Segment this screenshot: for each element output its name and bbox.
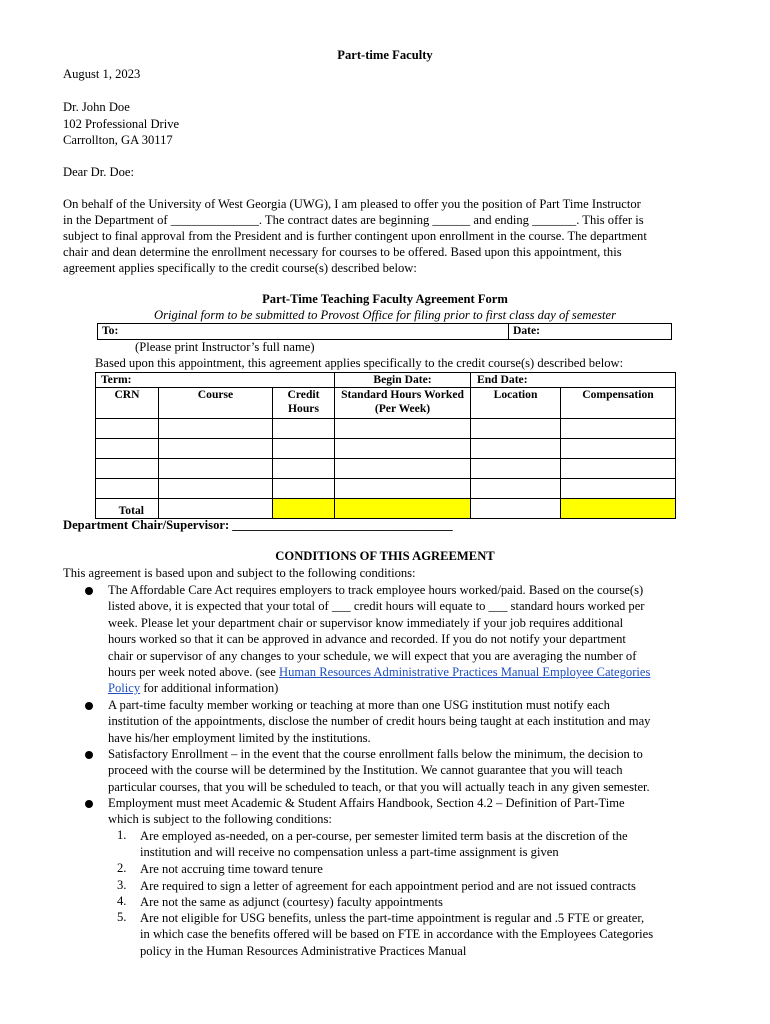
- condition-line: hours worked so that it can be approved in advance and recorded. If you do not notify your department: [108, 632, 626, 647]
- total-standard-hours-cell[interactable]: [335, 499, 471, 519]
- to-label: To:: [102, 324, 119, 337]
- address-line: Carrollton, GA 30117: [63, 133, 173, 147]
- condition-line: which is subject to the following conditions:: [108, 812, 332, 827]
- list-number: 1.: [117, 828, 127, 842]
- to-date-table: [97, 323, 672, 340]
- hours-cell[interactable]: [335, 459, 471, 479]
- list-item-line: policy in the Human Resources Administrative Practices Manual: [140, 943, 467, 958]
- list-item-line: in which case the benefits offered will be based on FTE in accordance with the Employees Categories: [140, 927, 654, 942]
- condition-line: chair or supervisor of any changes to your schedule, we will expect that you are averaging the number of: [108, 648, 637, 663]
- condition-text: hours per week noted above. (see: [108, 665, 279, 680]
- intro-line: chair and dean determine the enrollment necessary for courses to be offered. Based upon this appointment, this: [63, 245, 622, 259]
- applies-line: Based upon this appointment, this agreement applies specifically to the credit course(s) described below:: [95, 356, 624, 370]
- address-line: 102 Professional Drive: [63, 116, 180, 131]
- hr-policy-link[interactable]: Human Resources Administrative Practices Manual Employee Categories: [279, 665, 651, 680]
- hours-cell[interactable]: [335, 419, 471, 439]
- credit-cell[interactable]: [273, 479, 335, 499]
- location-cell[interactable]: [471, 479, 561, 499]
- total-credit-hours-cell[interactable]: [273, 499, 335, 519]
- form-title: Part-Time Teaching Faculty Agreement Form: [262, 292, 508, 306]
- term-label: Term:: [101, 373, 132, 386]
- condition-line: [108, 680, 708, 696]
- hours-cell[interactable]: [335, 439, 471, 459]
- total-label: Total: [96, 499, 159, 519]
- crn-cell[interactable]: [96, 459, 159, 479]
- term-cell[interactable]: [96, 373, 335, 388]
- compensation-cell[interactable]: [561, 439, 676, 459]
- crn-cell[interactable]: [96, 479, 159, 499]
- crn-cell[interactable]: [96, 439, 159, 459]
- bullet-icon: [85, 587, 93, 595]
- condition-line: have his/her employment limited by the institutions.: [108, 730, 371, 745]
- list-number: 4.: [117, 894, 127, 908]
- crn-cell[interactable]: [96, 419, 159, 439]
- list-item: [140, 828, 710, 861]
- total-compensation-cell[interactable]: [561, 499, 676, 519]
- to-field[interactable]: [98, 324, 509, 340]
- total-course-cell: [159, 499, 273, 519]
- list-number: 5.: [117, 910, 127, 924]
- list-item-line: Are required to sign a letter of agreement for each appointment period and are not issued contracts: [140, 879, 636, 893]
- bullet-icon: [85, 800, 93, 808]
- compensation-cell[interactable]: [561, 419, 676, 439]
- form-subtitle: Original form to be submitted to Provost Office for filing prior to first class day of semester: [154, 308, 616, 322]
- condition-line: particular courses, that you will be scheduled to teach, or that you will actually teach in any given semester.: [108, 779, 650, 794]
- credit-cell[interactable]: [273, 459, 335, 479]
- compensation-cell[interactable]: [561, 459, 676, 479]
- list-item-line: Are not accruing time toward tenure: [140, 862, 323, 876]
- credit-cell[interactable]: [273, 419, 335, 439]
- list-number: 3.: [117, 878, 127, 892]
- condition-text: for additional information): [140, 681, 279, 696]
- begin-date-label: Begin Date:: [373, 373, 432, 386]
- condition-line: Employment must meet Academic & Student Affairs Handbook, Section 4.2 – Definition of Part-Time: [108, 796, 625, 810]
- intro-paragraph: [63, 196, 708, 276]
- address-line: Dr. John Doe: [63, 100, 130, 114]
- course-cell[interactable]: [159, 479, 273, 499]
- condition-employment-definition: [108, 795, 708, 828]
- list-item-line: Are employed as-needed, on a per-course, per semester limited term basis at the discretion of the: [140, 829, 628, 843]
- condition-enrollment: [108, 746, 708, 795]
- condition-multiple-institutions: [108, 697, 708, 746]
- compensation-cell[interactable]: [561, 479, 676, 499]
- condition-line: proceed with the course will be determined by the Institution. We cannot guarantee that you will teach: [108, 763, 623, 778]
- header-compensation: Compensation: [561, 388, 676, 419]
- date-field[interactable]: [509, 324, 672, 340]
- intro-line: in the Department of ______________. The contract dates are beginning ______ and ending _______. This offer is: [63, 213, 644, 227]
- table-row: [96, 419, 676, 439]
- header-title: Part-time Faculty: [337, 48, 433, 62]
- location-cell[interactable]: [471, 439, 561, 459]
- list-item: [140, 878, 710, 894]
- condition-line: listed above, it is expected that your total of ___ credit hours will equate to ___ standard hours worked per: [108, 599, 645, 614]
- list-item: [140, 861, 710, 877]
- list-item-line: institution and will receive no compensation unless a part-time assignment is given: [140, 845, 559, 860]
- course-cell[interactable]: [159, 419, 273, 439]
- list-number: 2.: [117, 861, 127, 875]
- condition-line: A part-time faculty member working or teaching at more than one USG institution must notify each: [108, 698, 610, 712]
- hr-policy-link-continued[interactable]: Policy: [108, 681, 141, 696]
- course-table: [95, 372, 676, 519]
- list-item: [140, 910, 710, 959]
- condition-line: [108, 664, 708, 680]
- location-cell[interactable]: [471, 459, 561, 479]
- end-date-label: End Date:: [477, 373, 528, 386]
- header-course: Course: [159, 388, 273, 419]
- intro-line: agreement applies specifically to the credit course(s) described below:: [63, 261, 417, 275]
- table-row: [96, 459, 676, 479]
- header-standard-hours: Standard Hours Worked (Per Week): [335, 388, 471, 419]
- list-item: [140, 894, 710, 910]
- recipient-address: [63, 99, 179, 149]
- bullet-icon: [85, 751, 93, 759]
- salutation: Dear Dr. Doe:: [63, 165, 134, 179]
- condition-line: The Affordable Care Act requires employers to track employee hours worked/paid. Based on the course(s): [108, 583, 644, 597]
- letter-date: August 1, 2023: [63, 67, 141, 81]
- department-chair-line[interactable]: Department Chair/Supervisor: ___________________________________: [63, 518, 453, 532]
- list-item-line: Are not eligible for USG benefits, unless the part-time appointment is regular and .5 FTE or greater,: [140, 911, 645, 925]
- condition-aca: [108, 582, 708, 697]
- bullet-icon: [85, 702, 93, 710]
- table-row: [96, 479, 676, 499]
- course-cell[interactable]: [159, 439, 273, 459]
- list-item-line: Are not the same as adjunct (courtesy) faculty appointments: [140, 895, 443, 909]
- header-location: Location: [471, 388, 561, 419]
- conditions-title: CONDITIONS OF THIS AGREEMENT: [275, 549, 495, 563]
- header-credit-hours: Credit Hours: [273, 388, 335, 419]
- end-date-cell[interactable]: [471, 373, 676, 388]
- print-name-note: (Please print Instructor’s full name): [135, 340, 315, 354]
- begin-date-cell[interactable]: [335, 373, 471, 388]
- location-cell[interactable]: [471, 419, 561, 439]
- header-crn: CRN: [96, 388, 159, 419]
- total-location-cell: [471, 499, 561, 519]
- hours-cell[interactable]: [335, 479, 471, 499]
- conditions-intro: This agreement is based upon and subject to the following conditions:: [63, 566, 416, 580]
- total-row: [96, 499, 676, 519]
- intro-line: subject to final approval from the President and is further contingent upon enrollment in the course. The department: [63, 229, 647, 243]
- intro-line: On behalf of the University of West Georgia (UWG), I am pleased to offer you the position of Part Time Instructor: [63, 197, 641, 211]
- condition-line: institution of the appointments, disclose the number of credit hours being taught at each institution and may: [108, 714, 651, 729]
- condition-line: Satisfactory Enrollment – in the event that the course enrollment falls below the minimum, the decision to: [108, 747, 643, 761]
- table-row: [96, 439, 676, 459]
- date-label: Date:: [513, 324, 541, 337]
- credit-cell[interactable]: [273, 439, 335, 459]
- course-cell[interactable]: [159, 459, 273, 479]
- condition-line: week. Please let your department chair or supervisor know immediately if your job requires additional: [108, 615, 624, 630]
